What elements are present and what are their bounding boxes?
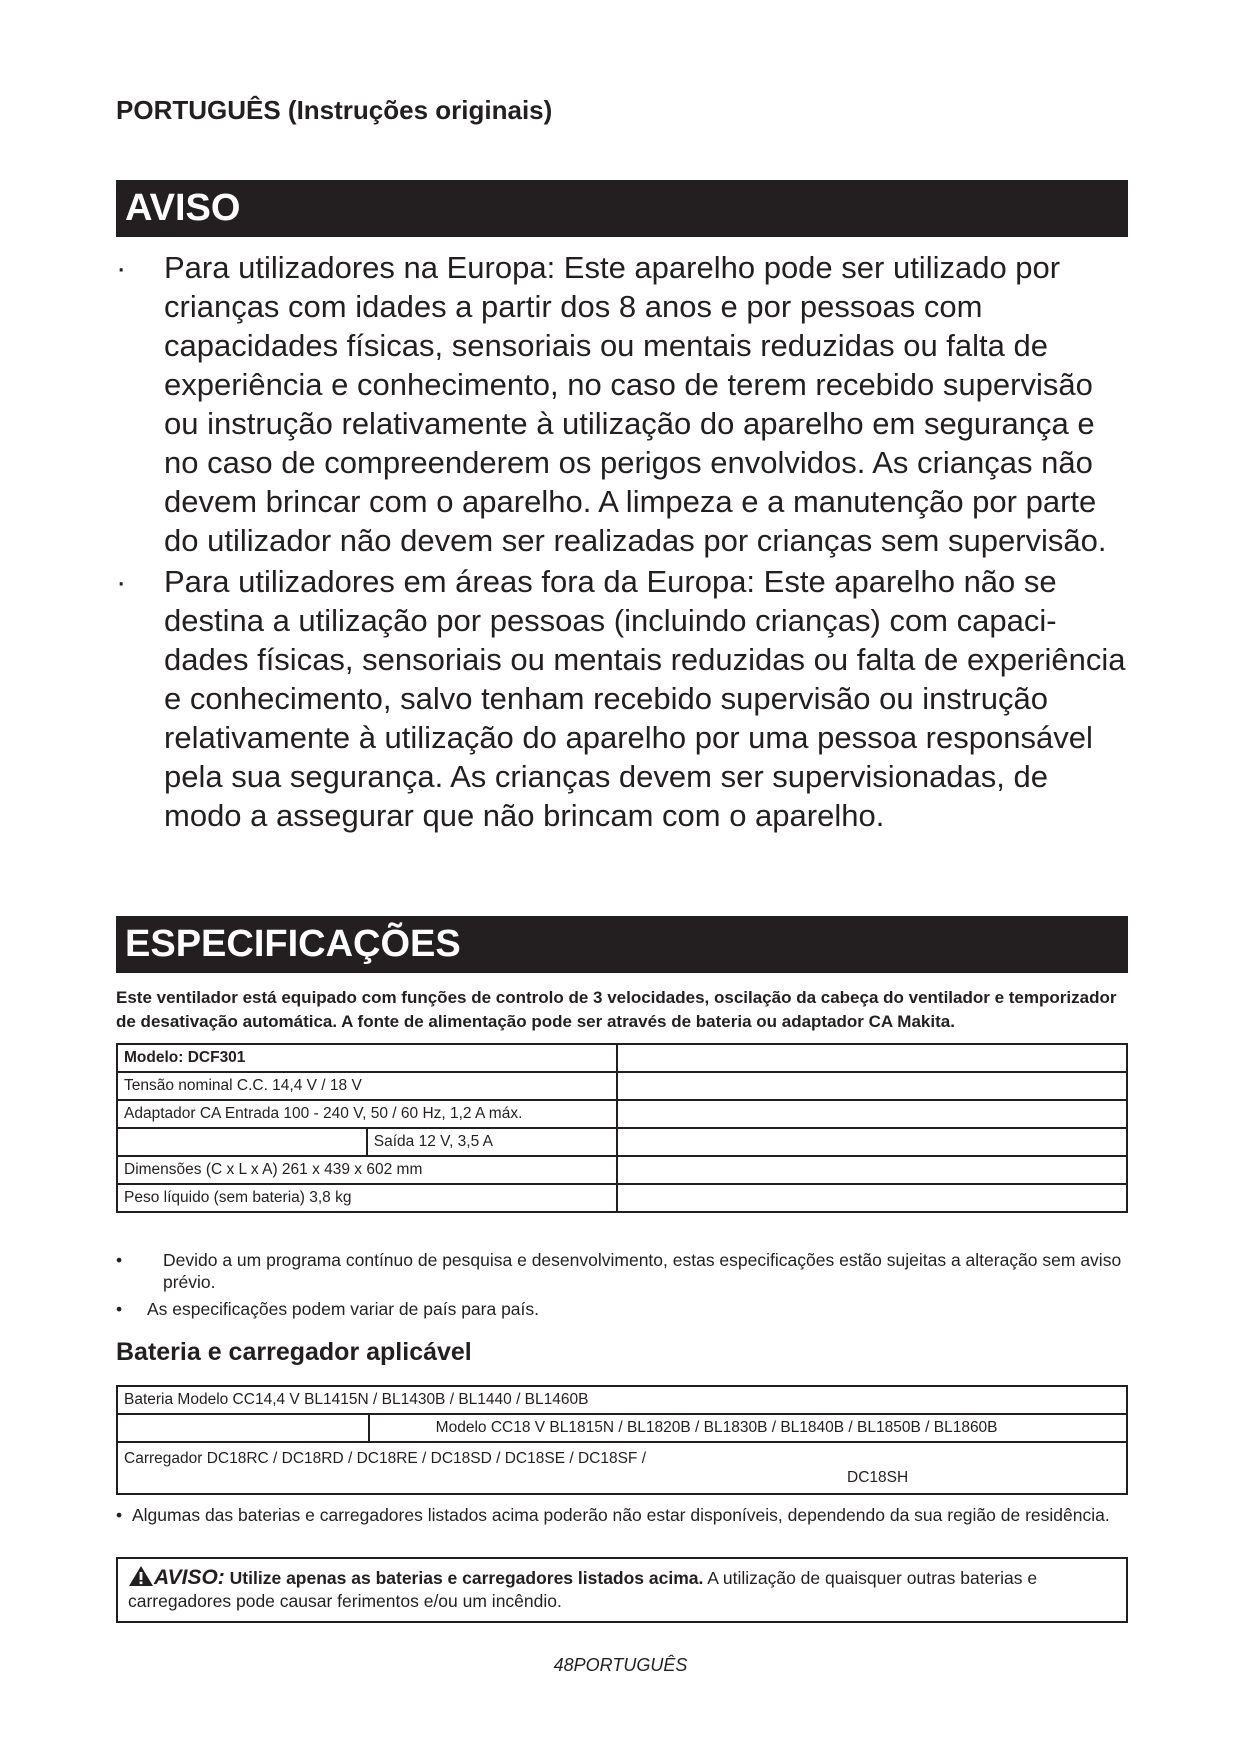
table-cell-empty (617, 1128, 1127, 1156)
battery-row-18v: Modelo CC18 V BL1815N / BL1820B / BL1830B / BL1840B / BL1850B / BL1860B (369, 1414, 1127, 1442)
aviso-item-europe (116, 248, 1128, 560)
battery-note-text: Algumas das baterias e carregadores listados acima poderão não estar disponíveis, dependendo da sua região de residência. (132, 1505, 1110, 1525)
warning-box (116, 1557, 1128, 1623)
page-language-title: PORTUGUÊS (Instruções originais) (116, 95, 553, 125)
aviso-item-outside-europe (116, 562, 1128, 835)
battery-note (116, 1504, 1128, 1531)
page-footer: 48PORTUGUÊS (553, 1655, 688, 1675)
warning-bold-text: Utilize apenas as baterias e carregadores listados acima. (229, 1568, 704, 1588)
table-row (117, 1072, 1127, 1100)
battery-section-title: Bateria e carregador aplicável (116, 1338, 472, 1366)
spec-note (116, 1249, 1128, 1293)
table-row (117, 1386, 1127, 1414)
spec-note (116, 1298, 1128, 1320)
charger-row (117, 1442, 1127, 1494)
table-row (117, 1414, 1127, 1442)
table-cell-empty (617, 1184, 1127, 1212)
aviso-item-text: Para utilizadores na Europa: Este aparelho pode ser utilizado por crianças com idades a partir dos 8 anos e por pessoas com capacidades físicas, sensoriais ou mentais reduzidas ou falta de experiência e conhecimento, no caso de terem recebido supervisão ou instrução relativamente à utilização do aparelho em segurança e no caso de compreenderem os perigos envolvidos. As crianças não devem brincar com o aparelho. A limpeza e a manutenção por parte do utilizador não devem ser realizadas por crianças sem supervisão. (164, 250, 1107, 558)
table-cell-empty (617, 1156, 1127, 1184)
spec-intro: Este ventilador está equipado com funções de controlo de 3 velocidades, oscilação da cabeça do ventilador e temporizador de desativação automática. A fonte de alimentação pode ser através de bateria ou adaptador CA Makita. (116, 988, 1117, 1031)
spec-section-title: ESPECIFICAÇÕES (125, 923, 461, 965)
aviso-list (116, 248, 1128, 837)
spec-dimensions: Dimensões (C x L x A) 261 x 439 x 602 mm (117, 1156, 617, 1184)
table-row (117, 1442, 1127, 1494)
spec-notes (116, 1249, 1128, 1325)
table-row (117, 1044, 1127, 1072)
aviso-item-text: Para utilizadores em áreas fora da Europa: Este aparelho não se destina a utilização por pessoas (incluindo crianças) com capacidades físicas, sensoriais ou mentais reduzidas ou falta de experiência e conhecimento, salvo tenham recebido supervisão ou instrução relativamente à utilização do aparelho por uma pessoa responsável pela sua segurança. As crianças devem ser supervisionadas, de modo a assegurar que não brincam com o aparelho. (164, 564, 1126, 833)
spec-note-text: Devido a um programa contínuo de pesquisa e desenvolvimento, estas especificações estão sujeitas a alteração sem aviso prévio. (163, 1250, 1122, 1292)
table-cell-empty (117, 1128, 367, 1156)
aviso-section-title: AVISO (125, 187, 241, 229)
table-cell-empty (617, 1044, 1127, 1072)
battery-note-item (116, 1504, 1128, 1526)
table-row (117, 1184, 1127, 1212)
spec-section-bar (116, 916, 1128, 973)
spec-rated-voltage: Tensão nominal C.C. 14,4 V / 18 V (117, 1072, 617, 1100)
bullet-icon: • (116, 1505, 123, 1525)
warning-triangle-icon (128, 1565, 154, 1587)
spec-net-weight: Peso líquido (sem bateria) 3,8 kg (117, 1184, 617, 1212)
table-cell-empty (117, 1414, 369, 1442)
spec-note-text: As especificações podem variar de país para país. (147, 1299, 540, 1319)
spec-table (116, 1043, 1128, 1213)
spec-adapter-input: Adaptador CA Entrada 100 - 240 V, 50 / 60 Hz, 1,2 A máx. (117, 1100, 617, 1128)
table-row (117, 1100, 1127, 1128)
bullet-icon: · (116, 250, 127, 285)
spec-adapter-output: Saída 12 V, 3,5 A (367, 1128, 617, 1156)
aviso-section-bar (116, 180, 1128, 237)
table-cell-empty (617, 1072, 1127, 1100)
bullet-icon: · (116, 564, 127, 599)
warning-label: AVISO: (154, 1566, 225, 1589)
charger-line-1: Carregador DC18RC / DC18RD / DC18RE / DC18SD / DC18SE / DC18SF / (124, 1450, 647, 1467)
table-cell-empty (617, 1100, 1127, 1128)
charger-line-2: DC18SH (847, 1469, 909, 1486)
bullet-icon: • (116, 1299, 123, 1319)
table-row (117, 1128, 1127, 1156)
spec-model: Modelo: DCF301 (117, 1044, 617, 1072)
battery-row-14v: Bateria Modelo CC14,4 V BL1415N / BL1430B / BL1440 / BL1460B (117, 1386, 1127, 1414)
bullet-icon: • (116, 1250, 123, 1270)
table-row (117, 1156, 1127, 1184)
warning-text: A utilização de quaisquer outras baterias e carregadores pode causar ferimentos e/ou um incêndio. (128, 1568, 1038, 1611)
battery-table (116, 1385, 1128, 1495)
